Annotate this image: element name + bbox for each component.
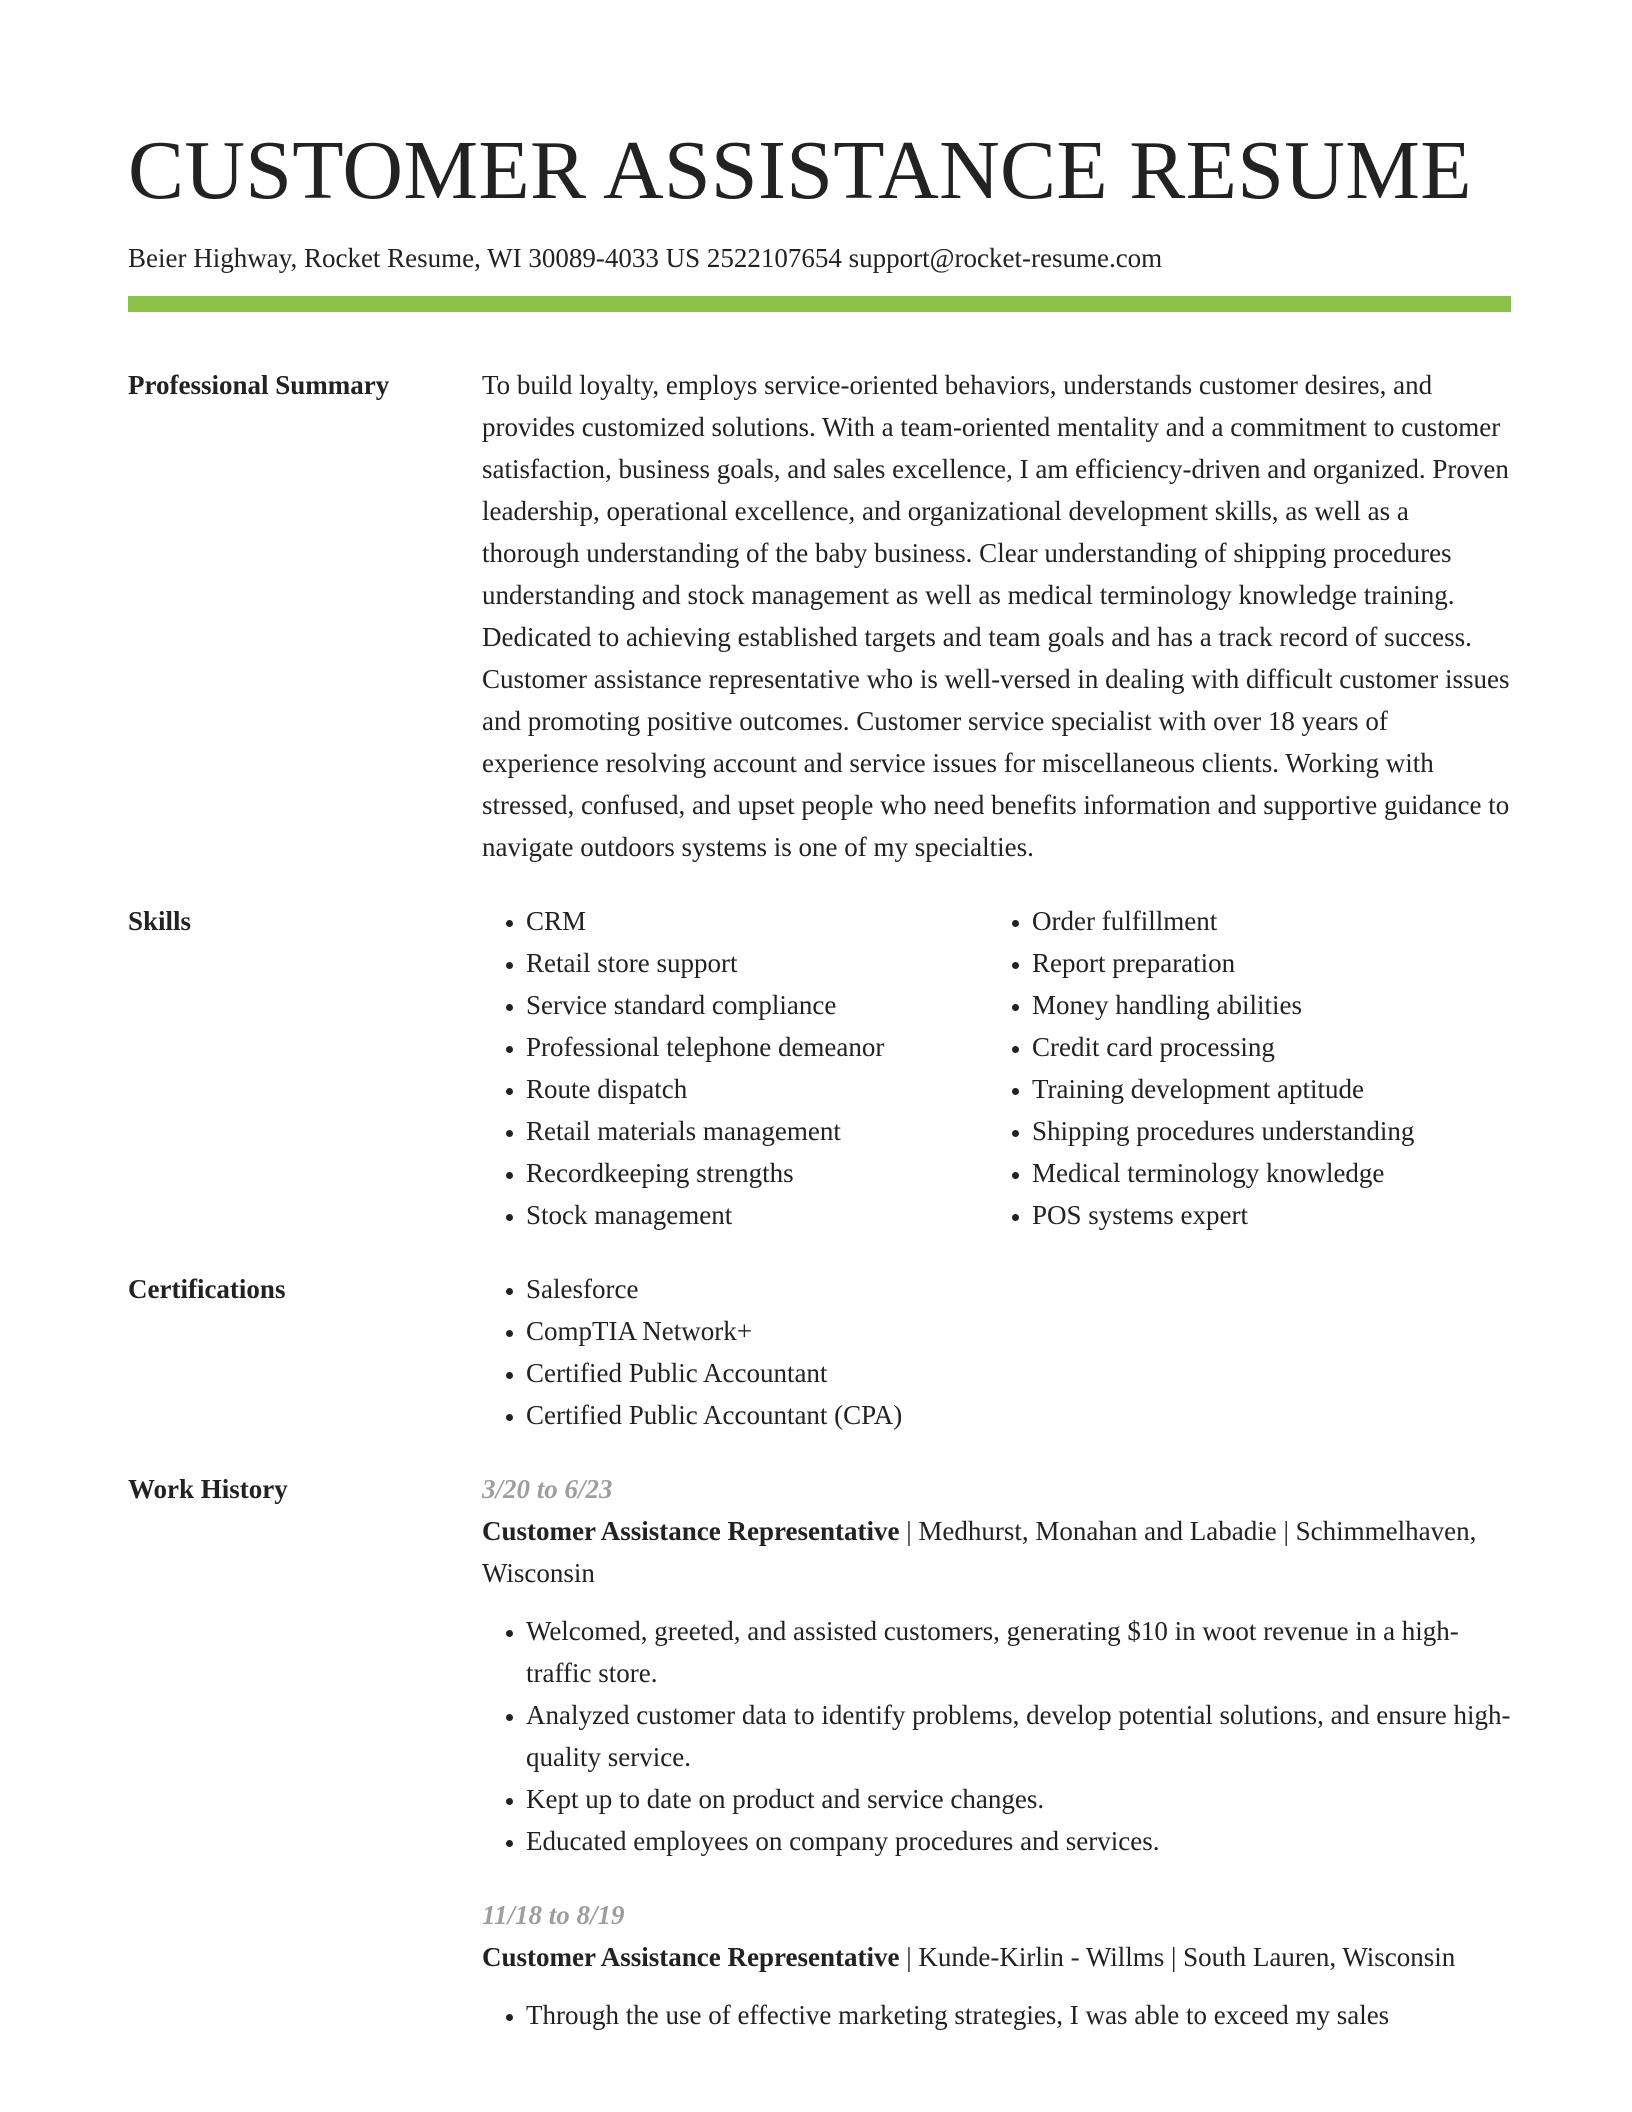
skills-column-right [988,900,1494,1236]
skills-section [128,900,1511,1236]
skill-item: • Service standard compliance [526,984,988,1026]
resume-title: CUSTOMER ASSISTANCE RESUME [128,124,1472,217]
job-employer-location: | Medhurst, Monahan and Labadie | Schimmelhaven, Wisconsin [482,1516,1477,1588]
certifications-section [128,1268,1511,1436]
skill-item: • Professional telephone demeanor [526,1026,988,1068]
skill-item: • Retail store support [526,942,988,984]
skill-item: • Report preparation [1032,942,1494,984]
certification-item: • Certified Public Accountant (CPA) [526,1394,1511,1436]
job-bullet: • Through the use of effective marketing strategies, I was able to exceed my sales [526,1994,1511,2036]
job-entry [482,1894,1511,2036]
summary-section [128,364,1511,868]
skill-item: • Money handling abilities [1032,984,1494,1026]
job-bullet: • Analyzed customer data to identify problems, develop potential solutions, and ensure high-quality service. [526,1694,1511,1778]
job-bullet: • Welcomed, greeted, and assisted customers, generating $10 in woot revenue in a high-traffic store. [526,1610,1511,1694]
resume-page [128,0,1511,2036]
certification-item: • Salesforce [526,1268,1511,1310]
skill-item: • Shipping procedures understanding [1032,1110,1494,1152]
skills-body [482,900,1511,1236]
skill-item: • Credit card processing [1032,1026,1494,1068]
job-entry [482,1468,1511,1862]
work-history-body [482,1468,1511,2036]
job-bullets [482,1994,1511,2036]
work-history-heading: Work History [128,1474,288,1504]
accent-divider [128,296,1511,312]
contact-line: Beier Highway, Rocket Resume, WI 30089-4033 US 2522107654 support@rocket-resume.com [128,243,1163,273]
skills-column-left [482,900,988,1236]
skill-item: • Retail materials management [526,1110,988,1152]
certifications-heading: Certifications [128,1274,286,1304]
certification-item: • Certified Public Accountant [526,1352,1511,1394]
skill-item: • CRM [526,900,988,942]
certifications-body [482,1268,1511,1436]
summary-heading: Professional Summary [128,370,390,400]
job-dates: 3/20 to 6/23 [482,1474,613,1504]
summary-body [482,364,1511,868]
job-title: Customer Assistance Representative [482,1942,900,1972]
skill-item: • Medical terminology knowledge [1032,1152,1494,1194]
job-bullet: • Kept up to date on product and service changes. [526,1778,1511,1820]
skill-item: • Training development aptitude [1032,1068,1494,1110]
job-employer-location: | Kunde-Kirlin - Willms | South Lauren, Wisconsin [899,1942,1456,1972]
job-heading [482,1936,1511,1978]
skills-heading: Skills [128,906,192,936]
job-bullets [482,1610,1511,1862]
work-history-section [128,1468,1511,2036]
skill-item: • Stock management [526,1194,988,1236]
certification-item: • CompTIA Network+ [526,1310,1511,1352]
summary-text: To build loyalty, employs service-oriented behaviors, understands customer desires, and provides customized solutions. With a team-oriented mentality and a commitment to customer satisfaction, business goals, and sales excellence, I am efficiency-driven and organized. Proven leadership, operational excellence, and organizational development skills, as well as a thorough understanding of the baby business. Clear understanding of shipping procedures understanding and stock management as well as medical terminology knowledge training. Dedicated to achieving established targets and team goals and has a track record of success. Customer assistance representative who is well-versed in dealing with difficult customer issues and promoting positive outcomes. Customer service specialist with over 18 years of experience resolving account and service issues for miscellaneous clients. Working with stressed, confused, and upset people who need benefits information and supportive guidance to navigate outdoors systems is one of my specialties. [482,370,1510,862]
skill-item: • Recordkeeping strengths [526,1152,988,1194]
skill-item: • Order fulfillment [1032,900,1494,942]
job-dates: 11/18 to 8/19 [482,1900,625,1930]
job-title: Customer Assistance Representative [482,1516,900,1546]
job-bullet: • Educated employees on company procedures and services. [526,1820,1511,1862]
skill-item: • POS systems expert [1032,1194,1494,1236]
skill-item: • Route dispatch [526,1068,988,1110]
job-heading [482,1510,1511,1594]
